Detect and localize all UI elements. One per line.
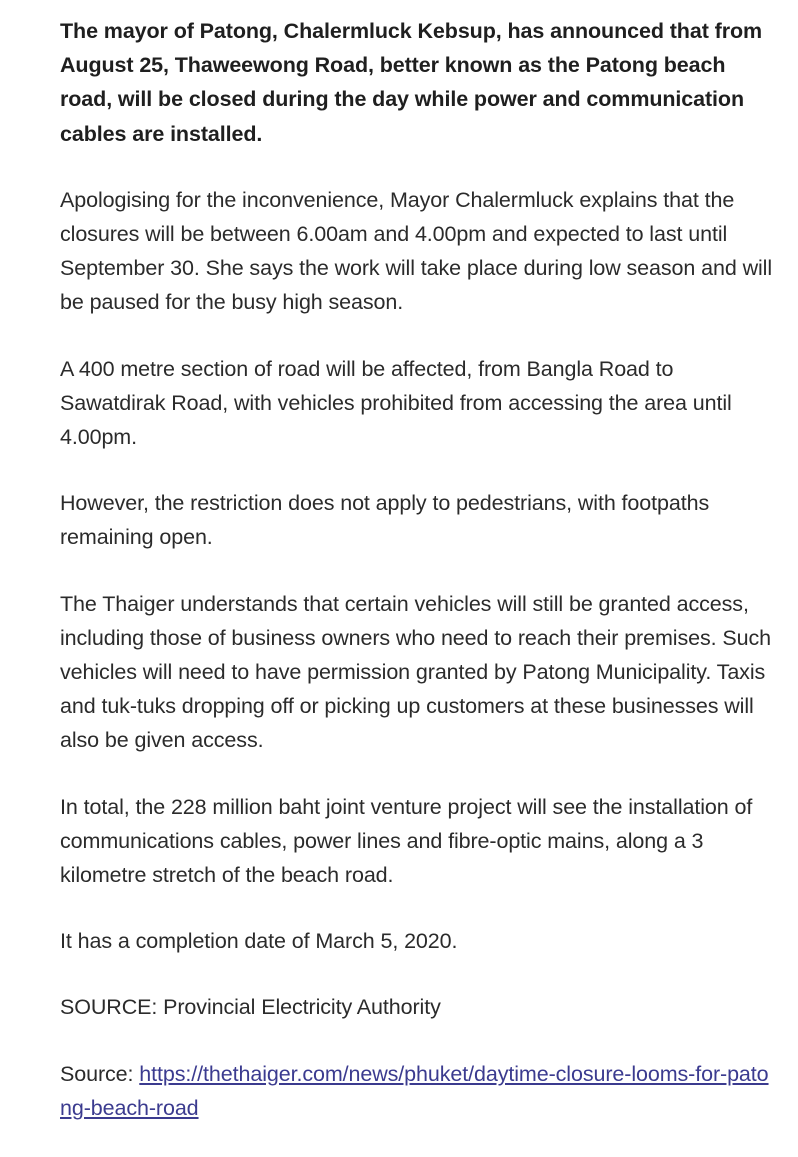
source-line bbox=[60, 1057, 775, 1125]
source-link[interactable]: https://thethaiger.com/news/phuket/daytime-closure-looms-for-patong-beach-road bbox=[60, 1061, 769, 1120]
source-label: Source: bbox=[60, 1061, 140, 1086]
paragraph-project-scope: In total, the 228 million baht joint venture project will see the installation of communications cables, power lines and fibre-optic mains, along a 3 kilometre stretch of the beach road. bbox=[60, 794, 753, 888]
paragraph-affected-section: A 400 metre section of road will be affected, from Bangla Road to Sawatdirak Road, with vehicles prohibited from accessing the area until 4.00pm. bbox=[60, 356, 732, 450]
paragraph-closure-hours: Apologising for the inconvenience, Mayor Chalermluck explains that the closures will be between 6.00am and 4.00pm and expected to last until September 30. She says the work will take place during low season and will be paused for the busy high season. bbox=[60, 187, 773, 315]
paragraph-source-authority: SOURCE: Provincial Electricity Authority bbox=[60, 995, 441, 1020]
paragraph-pedestrians: However, the restriction does not apply to pedestrians, with footpaths remaining open. bbox=[60, 491, 710, 550]
article-lead: The mayor of Patong, Chalermluck Kebsup, has announced that from August 25, Thaweewong Road, better known as the Patong beach road, will be closed during the day while power and communication cables are installed. bbox=[60, 19, 763, 146]
paragraph-completion-date: It has a completion date of March 5, 2020. bbox=[60, 929, 458, 954]
article-body bbox=[60, 14, 775, 1157]
paragraph-vehicle-access: The Thaiger understands that certain vehicles will still be granted access, including those of business owners who need to reach their premises. Such vehicles will need to have permission granted by Patong Municipality. Taxis and tuk-tuks dropping off or picking up customers at these businesses will also be given access. bbox=[60, 591, 771, 753]
